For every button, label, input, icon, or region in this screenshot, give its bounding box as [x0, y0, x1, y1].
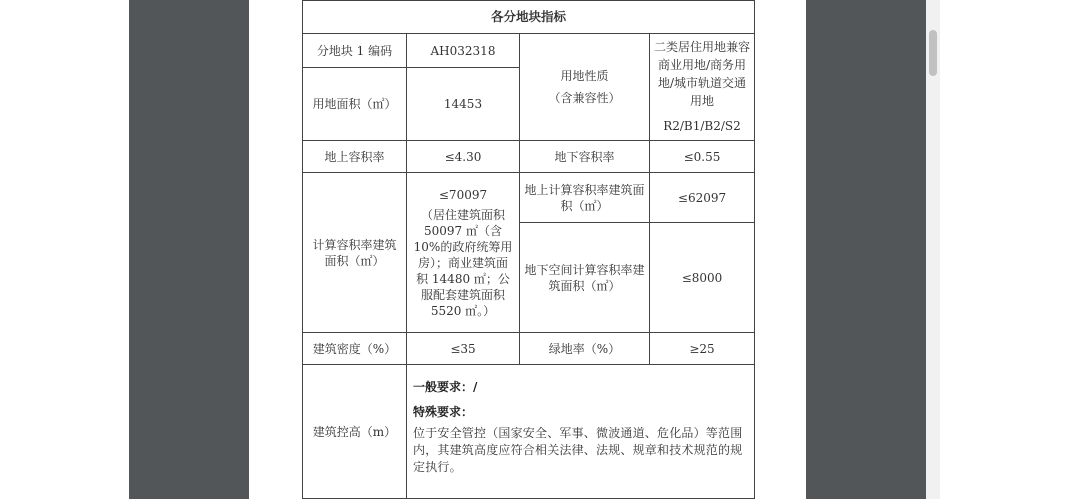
- land-use-codes: R2/B1/B2/S2: [663, 119, 741, 133]
- land-use-text: 二类居住用地兼容商业用地/商务用地/城市轨道交通用地: [654, 40, 751, 108]
- parcel-code-value: AH032318: [407, 34, 520, 68]
- green-value: ≥25: [650, 333, 755, 365]
- under-far-area-value: ≤8000: [650, 223, 755, 333]
- table-title: 各分地块指标: [303, 1, 755, 34]
- special-requirement-heading: 特殊要求：: [413, 405, 474, 419]
- right-margin: [940, 0, 1080, 499]
- green-label: 绿地率（%）: [520, 333, 650, 365]
- far-above-value: ≤4.30: [407, 141, 520, 173]
- far-above-label: 地上容积率: [303, 141, 407, 173]
- land-use-label: [520, 34, 650, 141]
- height-requirements: [407, 365, 755, 499]
- above-far-area-label: 地上计算容积率建筑面积（㎡）: [520, 173, 650, 223]
- parcel-index-table: [302, 0, 755, 499]
- under-far-area-label: 地下空间计算容积率建筑面积（㎡）: [520, 223, 650, 333]
- viewer-background-right: [806, 0, 926, 499]
- density-label: 建筑密度（%）: [303, 333, 407, 365]
- height-label: 建筑控高（m）: [303, 365, 407, 499]
- scrollbar-thumb[interactable]: [929, 30, 937, 76]
- viewer-background-left: [129, 0, 249, 499]
- far-below-value: ≤0.55: [650, 141, 755, 173]
- general-requirement: 一般要求：/: [413, 380, 478, 394]
- land-use-label-line2: （含兼容性）: [548, 91, 621, 105]
- land-use-value: [650, 34, 755, 141]
- land-area-label: 用地面积（㎡）: [303, 68, 407, 141]
- land-area-value: 14453: [407, 68, 520, 141]
- parcel-code-label: 分地块 1 编码: [303, 34, 407, 68]
- above-far-area-value: ≤62097: [650, 173, 755, 223]
- far-area-note: （居住建筑面积50097 ㎡（含 10%的政府统筹用房）；商业建筑面积 14480 ㎡；公服配套建筑面积5520 ㎡。）: [413, 207, 513, 318]
- left-margin: [0, 0, 129, 499]
- far-area-total: ≤70097: [438, 187, 488, 202]
- density-value: ≤35: [407, 333, 520, 365]
- far-below-label: 地下容积率: [520, 141, 650, 173]
- land-use-label-line1: 用地性质: [560, 69, 609, 83]
- special-requirement-text: 位于安全管控（国家安全、军事、微波通道、危化品）等范围内，其建筑高度应符合相关法律、法规、规章和技术规范的规定执行。: [413, 426, 743, 474]
- far-area-value: [407, 173, 520, 333]
- far-area-label: 计算容积率建筑面积（㎡）: [303, 173, 407, 333]
